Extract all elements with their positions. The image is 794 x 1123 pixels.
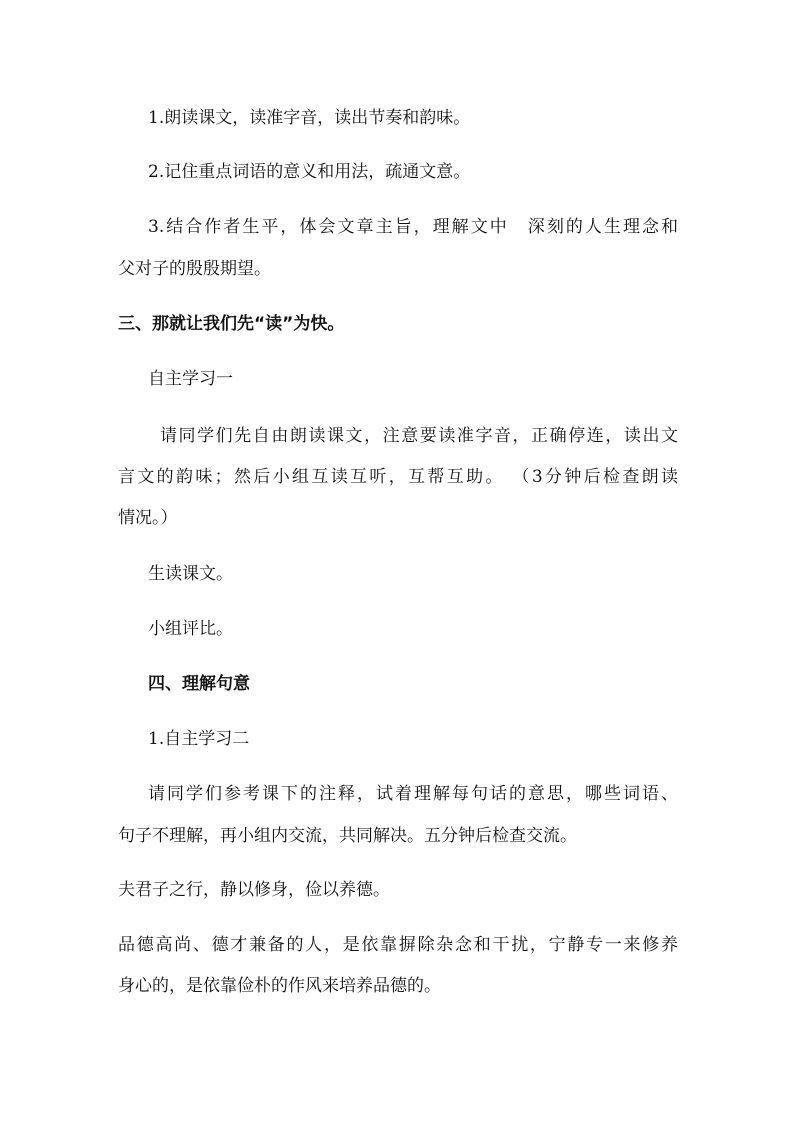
section-3-step-2: 小组评比。 [148, 619, 233, 639]
objective-3-line-1: 3.结合作者生平，体会文章主旨，理解文中 深刻的人生理念和 [148, 217, 678, 237]
section-4-subheading: 1.自主学习二 [148, 729, 250, 749]
translation-line-2: 身心的，是依靠俭朴的作风来培养品德的。 [118, 976, 441, 996]
translation-line-1: 品德高尚、德才兼备的人，是依靠摒除杂念和干扰，宁静专一来修养 [118, 935, 678, 955]
objective-1: 1.朗读课文，读准字音，读出节奏和韵味。 [148, 108, 471, 128]
section-4-instruction-line-1: 请同学们参考课下的注释，试着理解每句话的意思，哪些词语、 [148, 784, 678, 804]
section-3-subheading: 自主学习一 [148, 369, 233, 389]
objective-3-line-2: 父对子的殷殷期望。 [118, 259, 271, 279]
section-4-instruction-line-2: 句子不理解，再小组内交流，共同解决。五分钟后检查交流。 [118, 826, 577, 846]
classical-quote: 夫君子之行，静以修身，俭以养德。 [118, 880, 390, 900]
section-4-heading: 四、理解句意 [148, 674, 250, 694]
section-3-instruction-line-3: 情况。） [118, 508, 178, 528]
section-3-heading: 三、那就让我们先“读”为快。 [118, 314, 345, 334]
objective-2: 2.记住重点词语的意义和用法，疏通文意。 [148, 162, 471, 182]
section-3-instruction-line-2: 言文的韵味；然后小组互读互听，互帮互助。 （3分钟后检查朗读 [118, 467, 678, 487]
section-3-instruction-line-1: 请同学们先自由朗读课文，注意要读准字音，正确停连，读出文 [160, 426, 678, 446]
section-3-step-1: 生读课文。 [148, 564, 233, 584]
